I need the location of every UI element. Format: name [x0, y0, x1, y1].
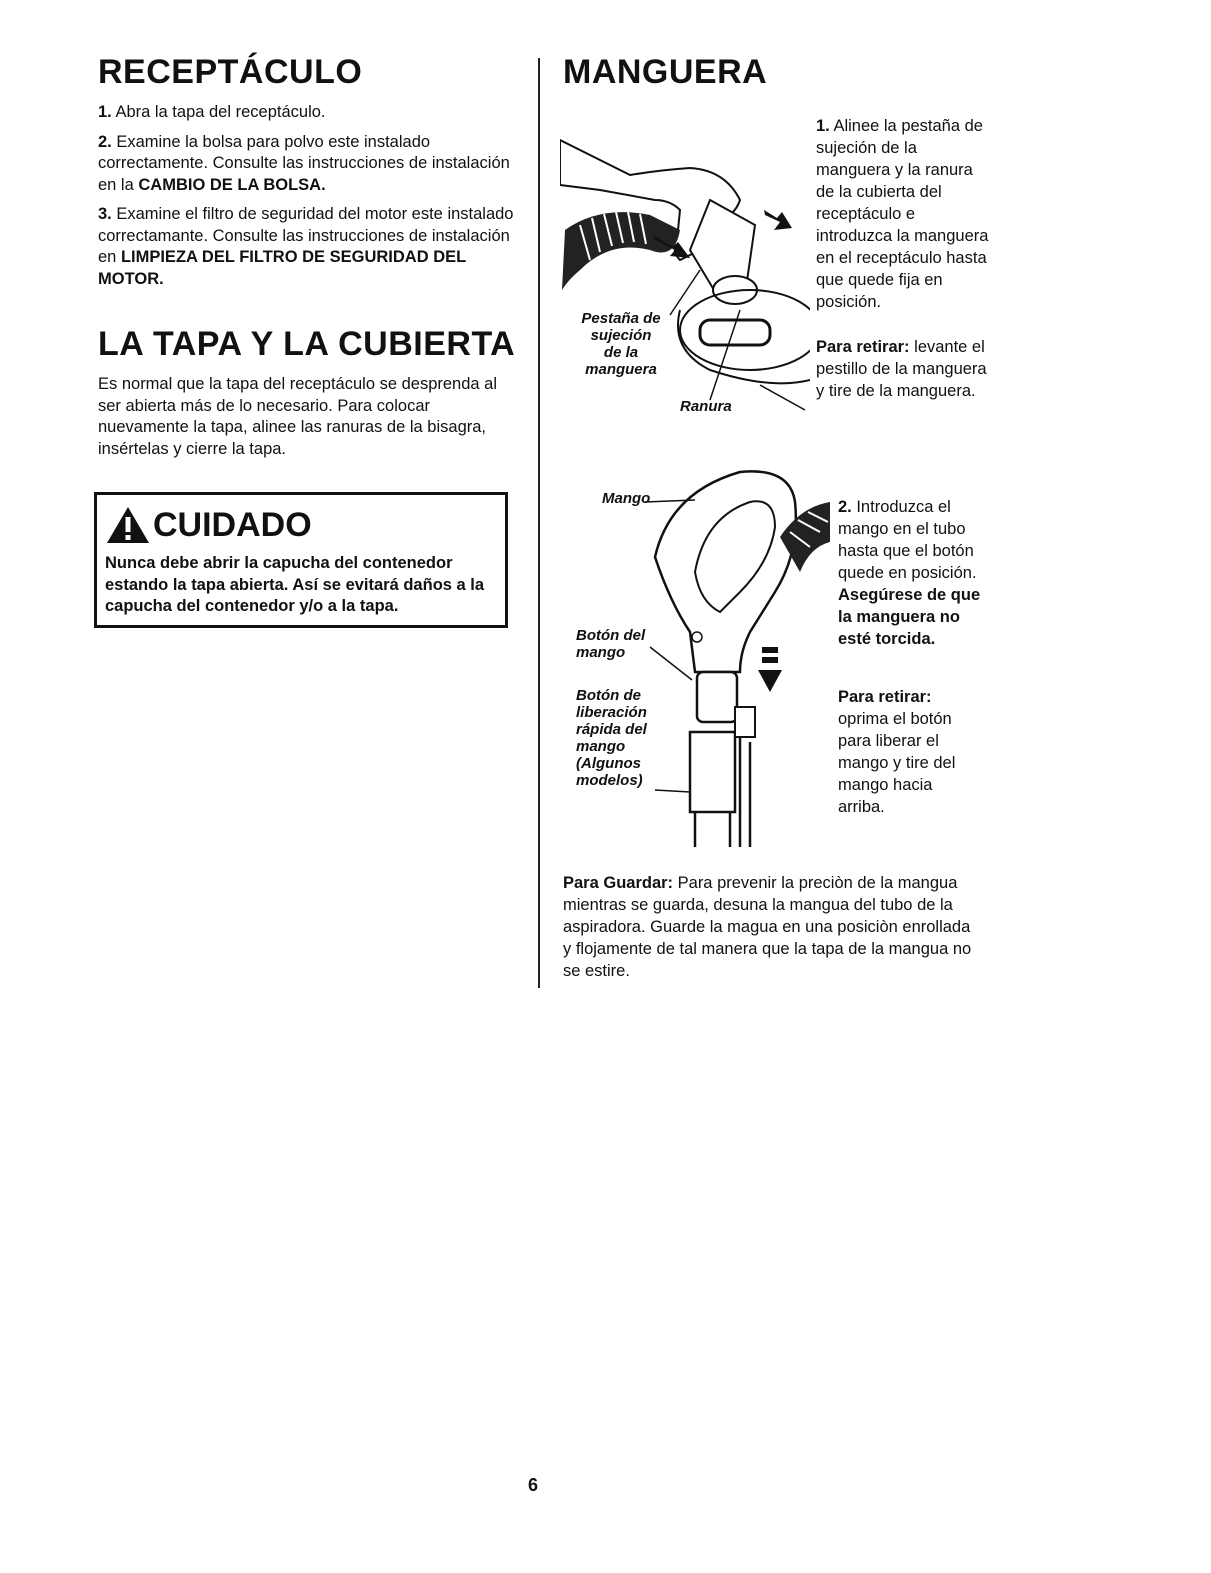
manguera-step-2: 2. Introduzca el mango en el tubo hasta que el botón quede en posición. Asegúrese de que la manguera no esté torcida.: [838, 498, 981, 648]
left-column: [98, 52, 523, 460]
hose-insertion-illustration: [560, 130, 810, 430]
manguera-remove-2: Para retirar: oprima el botón para liberar el mango y tire del mango hacia arriba.: [838, 688, 956, 816]
guardar-paragraph: Para Guardar: Para prevenir la preciòn de la mangua mientras se guarda, desuna la mangua del tubo de la aspiradora. Guarde la magua en una posiciòn enrollada y flojamente de tal manera que la tapa de la mangua no se estire.: [563, 874, 972, 980]
label-ranura: Ranura: [680, 398, 732, 415]
tapa-heading: LA TAPA Y LA CUBIERTA: [98, 325, 516, 363]
label-hose-tab: Pestaña de sujeción de la manguera: [581, 310, 661, 378]
label-mango: Mango: [602, 490, 651, 507]
manguera-heading: MANGUERA: [563, 53, 768, 91]
receptaculo-heading: RECEPTÁCULO: [98, 53, 363, 91]
label-boton-liberacion: Botón de liberación rápida del mango (Algunos modelos): [576, 687, 647, 789]
caution-header: [105, 505, 497, 545]
page-number: 6: [528, 1475, 539, 1495]
caution-title: CUIDADO: [153, 506, 312, 544]
manguera-step-1: 1. Alinee la pestaña de sujeción de la manguera y la ranura de la cubierta del receptáculo e introduzca la manguera en el receptáculo hasta que quede fija en posición.: [816, 117, 989, 311]
right-column: [563, 52, 993, 92]
receptaculo-step-2: 2. Examine la bolsa para polvo este instalado correctamente. Consulte las instrucciones de instalación en la CAMBIO DE LA BOLSA.: [98, 132, 510, 194]
receptaculo-step-3: 3. Examine el filtro de seguridad del motor este instalado correctamante. Consulte las instrucciones de instalación en LIMPIEZA DEL FILTRO DE SEGURIDAD DEL MOTOR.: [98, 205, 514, 288]
receptaculo-step-1: 1. Abra la tapa del receptáculo.: [98, 103, 326, 121]
handle-tube-illustration: [640, 462, 840, 852]
label-boton-mango: Botón del mango: [576, 627, 646, 661]
warning-icon: [105, 505, 151, 545]
manguera-remove-1: Para retirar: levante el pestillo de la manguera y tire de la manguera.: [816, 338, 987, 400]
caution-text: Nunca debe abrir la capucha del contenedor estando la tapa abierta. Así se evitará daños a la capucha del contenedor y/o a la tapa.: [105, 554, 485, 615]
tapa-paragraph: Es normal que la tapa del receptáculo se desprenda al ser abierta más de lo necesario. Para colocar nuevamente la tapa, alinee las ranuras de la bisagra, insértelas y cierre la tapa.: [98, 375, 498, 458]
column-divider: [538, 58, 540, 988]
caution-box: [94, 492, 508, 628]
